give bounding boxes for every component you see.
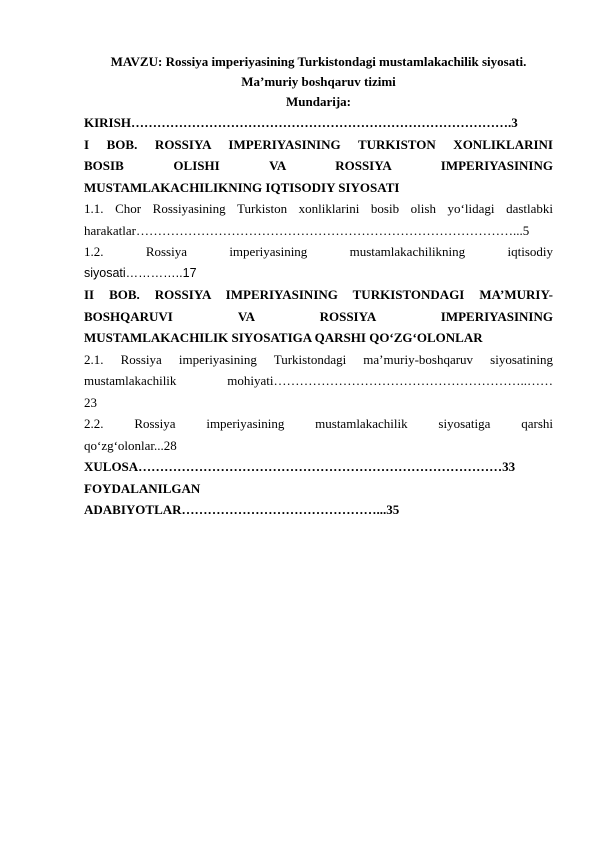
title-label: MAVZU [110,54,158,69]
toc-section-1-2-line-1: 1.2. Rossiya imperiyasining mustamlakachilikning iqtisodiy [84,244,553,259]
contents-heading: Mundarija: [286,94,351,109]
table-of-contents [84,112,553,521]
toc-section-2-1-line-2: mustamlakachilik mohiyati…………………………………………………..…… [84,373,553,388]
toc-section-2-1-line-3: 23 [84,394,97,410]
title-line-2: Ma’muriy boshqaruv tizimi [241,74,396,89]
toc-chapter-2-line-2: BOSHQARUVI VA ROSSIYA IMPERIYASINING [84,308,553,324]
document-page [84,52,553,521]
toc-chapter-1-line-3: MUSTAMLAKACHILIKNING IQTISODIY SIYOSATI [84,179,400,195]
toc-section-1-2-line-2: siyosati…………..17 [84,265,197,280]
toc-section-2-1-line-1: 2.1. Rossiya imperiyasining Turkistondagi ma’muriy-boshqaruv siyosatining [84,351,553,367]
toc-section-2-2-line-2: qo‘zg‘olonlar...28 [84,437,177,453]
toc-section-2-2-line-1: 2.2. Rossiya imperiyasining mustamlakachilik siyosatiga qarshi [84,416,553,431]
toc-chapter-2-line-3: MUSTAMLAKACHILIK SIYOSATIGA QARSHI QO‘ZG‘OLONLAR [84,330,483,345]
toc-section-1-1-line-1: 1.1. Chor Rossiyasining Turkiston xonliklarini bosib olish yo‘lidagi dastlabki [84,201,553,216]
toc-chapter-1-line-1: I BOB. ROSSIYA IMPERIYASINING TURKISTON XONLIKLARINI [84,136,553,152]
title-line-1: : Rossiya imperiyasining Turkistondagi mustamlakachilik siyosati. [158,54,527,69]
toc-conclusion: XULOSA…………………………………………………………………………33 [84,459,516,474]
toc-chapter-2-line-1: II BOB. ROSSIYA IMPERIYASINING TURKISTONDAGI MA’MURIY- [84,287,553,302]
toc-chapter-1-line-2: BOSIB OLISHI VA ROSSIYA IMPERIYASINING [84,158,553,173]
toc-intro: KIRISH…………………………………………………………………………….3 [84,115,518,130]
toc-references-line-1: FOYDALANILGAN [84,480,201,496]
toc-section-1-1-line-2: harakatlar……………………………………………………………………………...5 [84,222,530,238]
document-title [84,52,553,72]
toc-references-line-2: ADABIYOTLAR………………………………………...35 [84,502,400,517]
